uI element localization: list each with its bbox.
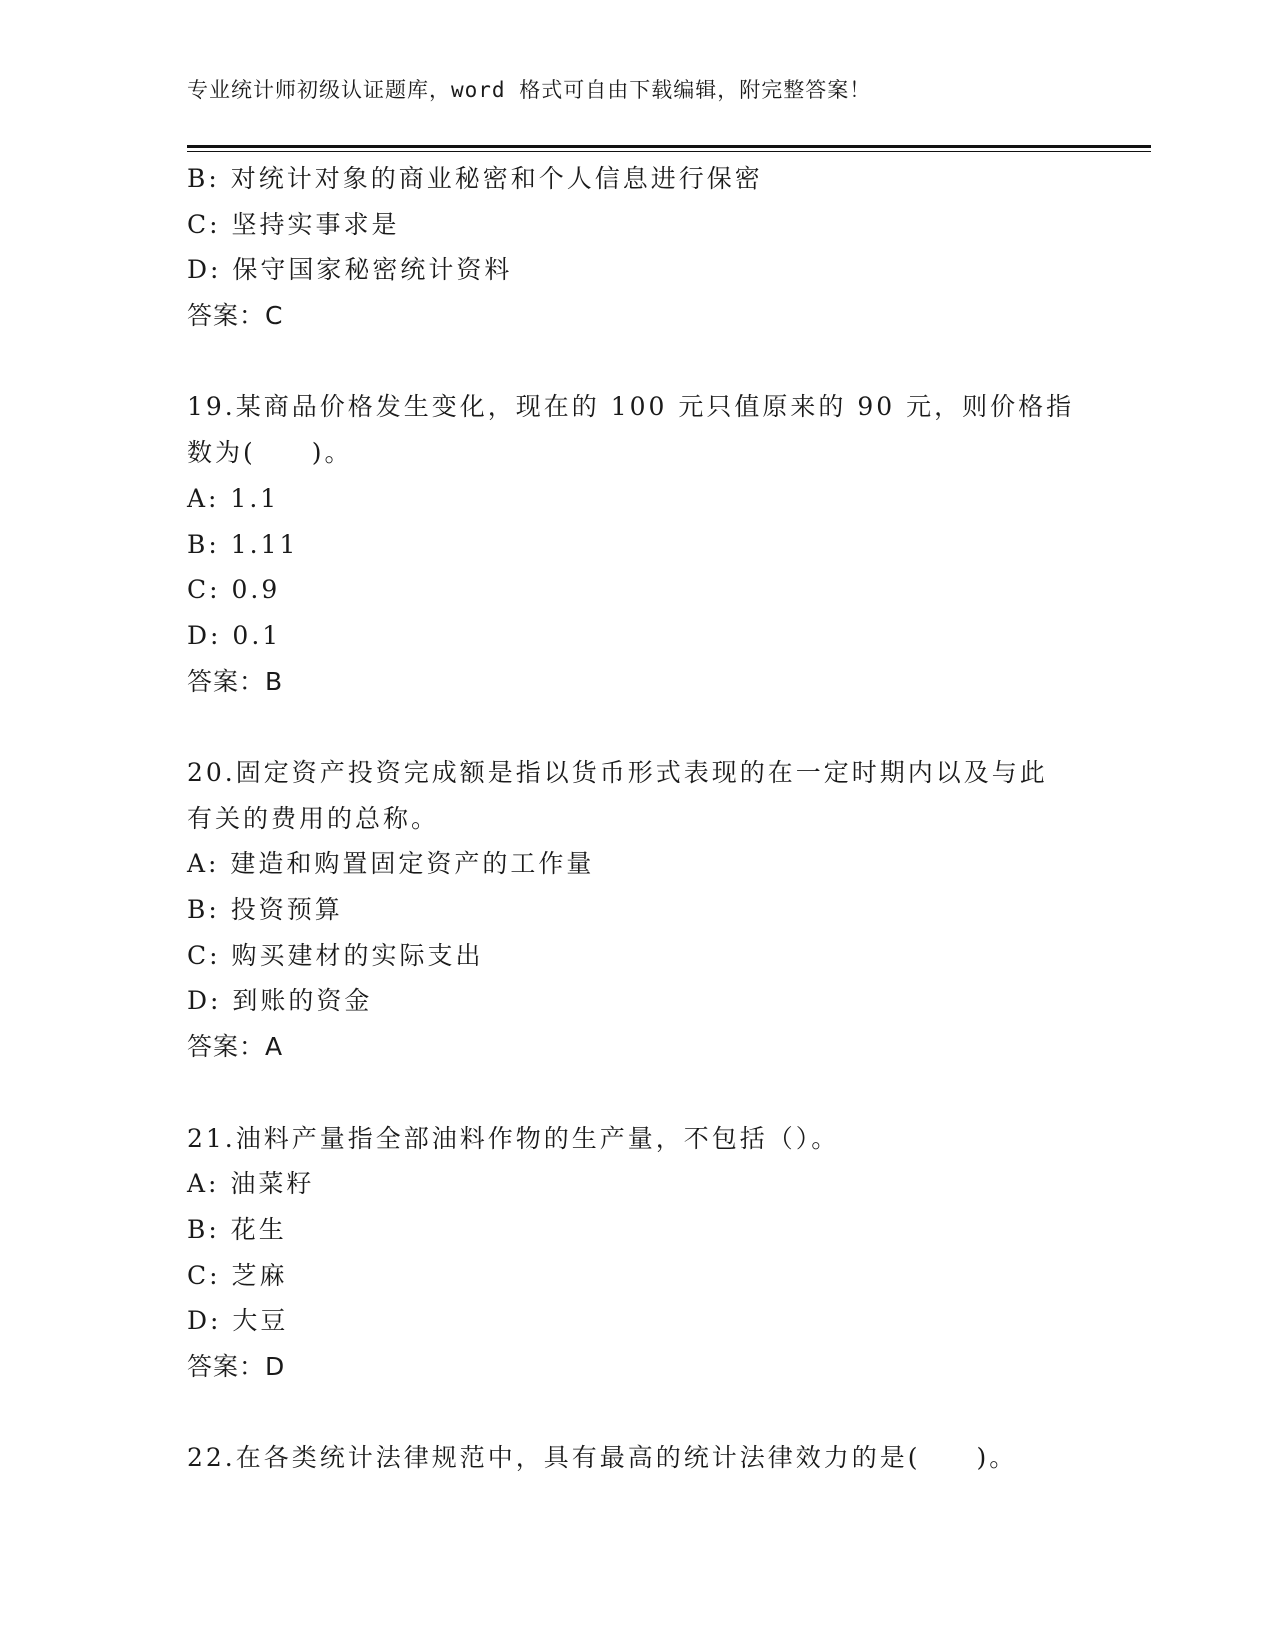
spacer (187, 1390, 1087, 1436)
option-b: B: 花生 (187, 1214, 287, 1244)
option-a: A: 建造和购置固定资产的工作量 (187, 849, 595, 879)
answer-line: 答案：A (187, 1032, 284, 1062)
spacer (187, 339, 1087, 385)
option-b: B: 投资预算 (187, 895, 343, 925)
option-a: A: 油菜籽 (187, 1169, 315, 1199)
question-18-block (187, 156, 1087, 339)
header-rule-thin (187, 151, 1151, 152)
option-d: D: 大豆 (187, 1306, 289, 1336)
question-text-line-1: 21.油料产量指全部油料作物的生产量，不包括（）。 (187, 1123, 840, 1153)
option-b: B: 1.11 (187, 529, 299, 559)
question-text (187, 384, 1075, 475)
question-text-line-1: 22.在各类统计法律规范中，具有最高的统计法律效力的是( )。 (187, 1443, 1018, 1473)
question-19-block (187, 384, 1087, 704)
question-text-line-2: 有关的费用的总称。 (187, 803, 440, 833)
spacer (187, 704, 1087, 750)
option-a: A: 1.1 (187, 483, 280, 513)
answer-line: 答案：B (187, 666, 284, 696)
option-d: D: 到账的资金 (187, 986, 373, 1016)
question-20-block (187, 750, 1087, 1070)
option-c: C: 坚持实事求是 (187, 209, 400, 239)
question-text (187, 1116, 1067, 1162)
question-22-block (187, 1435, 1087, 1481)
option-d: D: 保守国家秘密统计资料 (187, 255, 513, 285)
question-text-line-1: 20.固定资产投资完成额是指以货币形式表现的在一定时期内以及与此 (187, 757, 1048, 787)
option-d: D: 0.1 (187, 620, 282, 650)
question-text (187, 1435, 1067, 1481)
answer-line: 答案：C (187, 301, 284, 331)
question-text-line-2: 数为( )。 (187, 438, 353, 468)
option-c: C: 芝麻 (187, 1260, 288, 1290)
header-rule-thick (187, 145, 1151, 148)
question-text-line-1: 19.某商品价格发生变化，现在的 100 元只值原来的 90 元，则价格指 (187, 392, 1075, 422)
answer-line: 答案：D (187, 1351, 286, 1381)
spacer (187, 1070, 1087, 1116)
page-header: 专业统计师初级认证题库，word 格式可自由下载编辑，附完整答案！ (187, 78, 872, 102)
question-text (187, 750, 1067, 841)
question-content (187, 156, 1087, 1481)
question-21-block (187, 1116, 1087, 1390)
option-b: B: 对统计对象的商业秘密和个人信息进行保密 (187, 164, 763, 193)
option-c: C: 0.9 (187, 575, 281, 605)
option-c: C: 购买建材的实际支出 (187, 940, 484, 970)
